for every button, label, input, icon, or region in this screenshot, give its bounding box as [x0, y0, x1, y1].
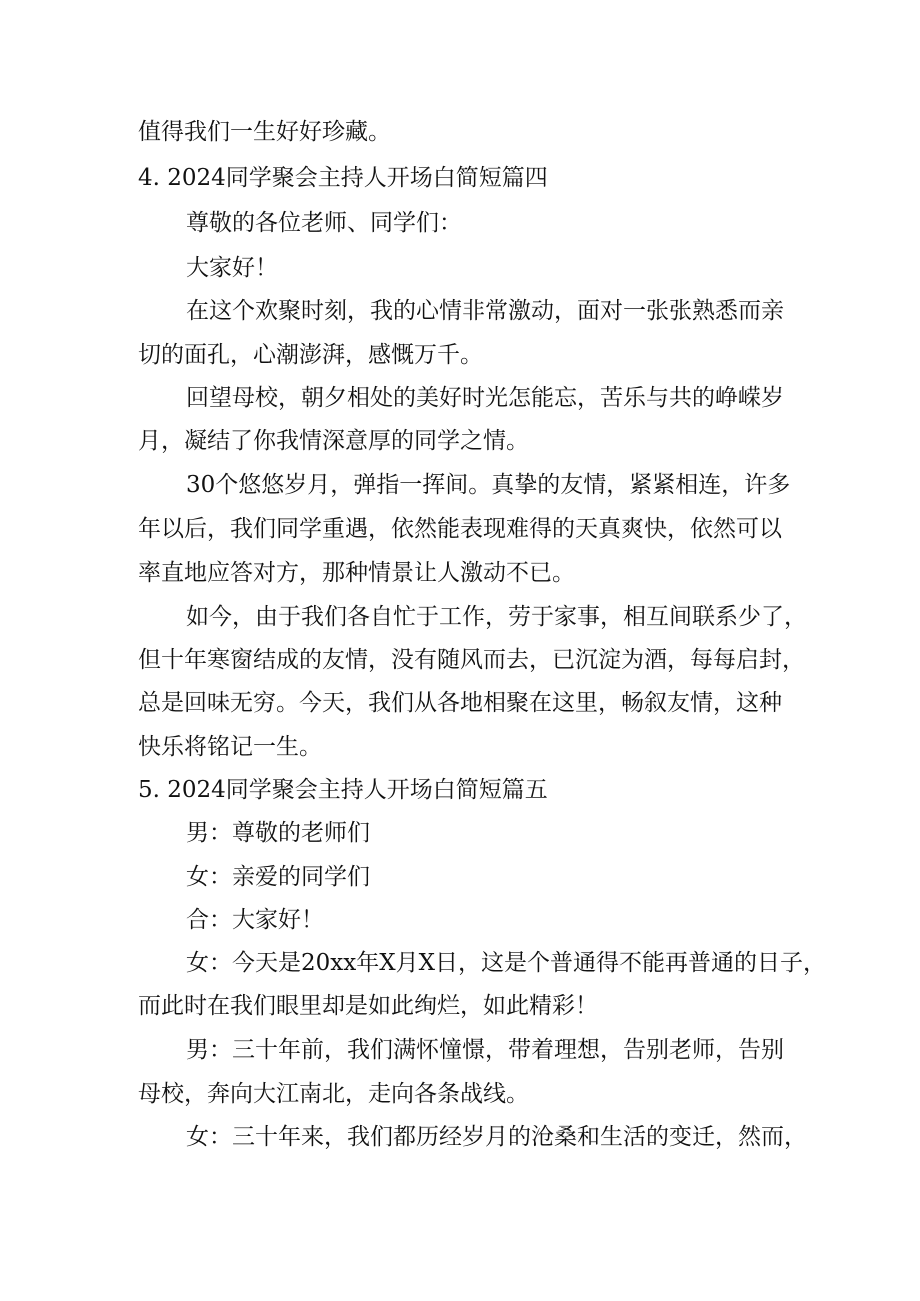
dialogue-line: 女：亲爱的同学们	[186, 864, 370, 890]
paragraph-line: 而此时在我们眼里却是如此绚烂，如此精彩！	[138, 993, 598, 1019]
paragraph-line: 率直地应答对方，那种情景让人激动不已。	[138, 560, 575, 586]
paragraph-line: 快乐将铭记一生。	[138, 734, 322, 760]
paragraph-line: 回望母校，朝夕相处的美好时光怎能忘，苦乐与共的峥嵘岁	[186, 385, 784, 411]
paragraph-line: 月，凝结了你我情深意厚的同学之情。	[138, 428, 529, 454]
paragraph-line: 母校，奔向大江南北，走向各条战线。	[138, 1081, 529, 1107]
paragraph-line: 30个悠悠岁月，弹指一挥间。真挚的友情，紧紧相连，许多	[186, 472, 791, 498]
paragraph-line: 如今，由于我们各自忙于工作，劳于家事，相互间联系少了，	[186, 604, 807, 630]
salutation: 尊敬的各位老师、同学们：	[186, 210, 462, 236]
dialogue-line: 男：尊敬的老师们	[186, 820, 370, 846]
section-heading-5: 5. 2024同学聚会主持人开场白简短篇五	[138, 777, 548, 803]
paragraph-line: 切的面孔，心潮澎湃，感慨万千。	[138, 342, 483, 368]
greeting: 大家好！	[186, 255, 278, 281]
section-heading-4: 4. 2024同学聚会主持人开场白简短篇四	[138, 165, 548, 191]
dialogue-line: 女：今天是20xx年X月X日，这是个普通得不能再普通的日子，	[186, 950, 826, 976]
dialogue-line: 女：三十年来，我们都历经岁月的沧桑和生活的变迁，然而，	[186, 1124, 807, 1150]
dialogue-line: 合：大家好！	[186, 907, 324, 933]
paragraph-line: 在这个欢聚时刻，我的心情非常激动，面对一张张熟悉而亲	[186, 298, 784, 324]
dialogue-line: 男：三十年前，我们满怀憧憬，带着理想，告别老师，告别	[186, 1037, 784, 1063]
paragraph-line: 但十年寒窗结成的友情，没有随风而去，已沉淀为酒，每每启封，	[138, 647, 805, 673]
paragraph-line: 总是回味无穷。今天，我们从各地相聚在这里，畅叙友情，这种	[138, 690, 782, 716]
paragraph-line: 年以后，我们同学重遇，依然能表现难得的天真爽快，依然可以	[138, 516, 782, 542]
paragraph-line: 值得我们一生好好珍藏。	[138, 119, 391, 145]
